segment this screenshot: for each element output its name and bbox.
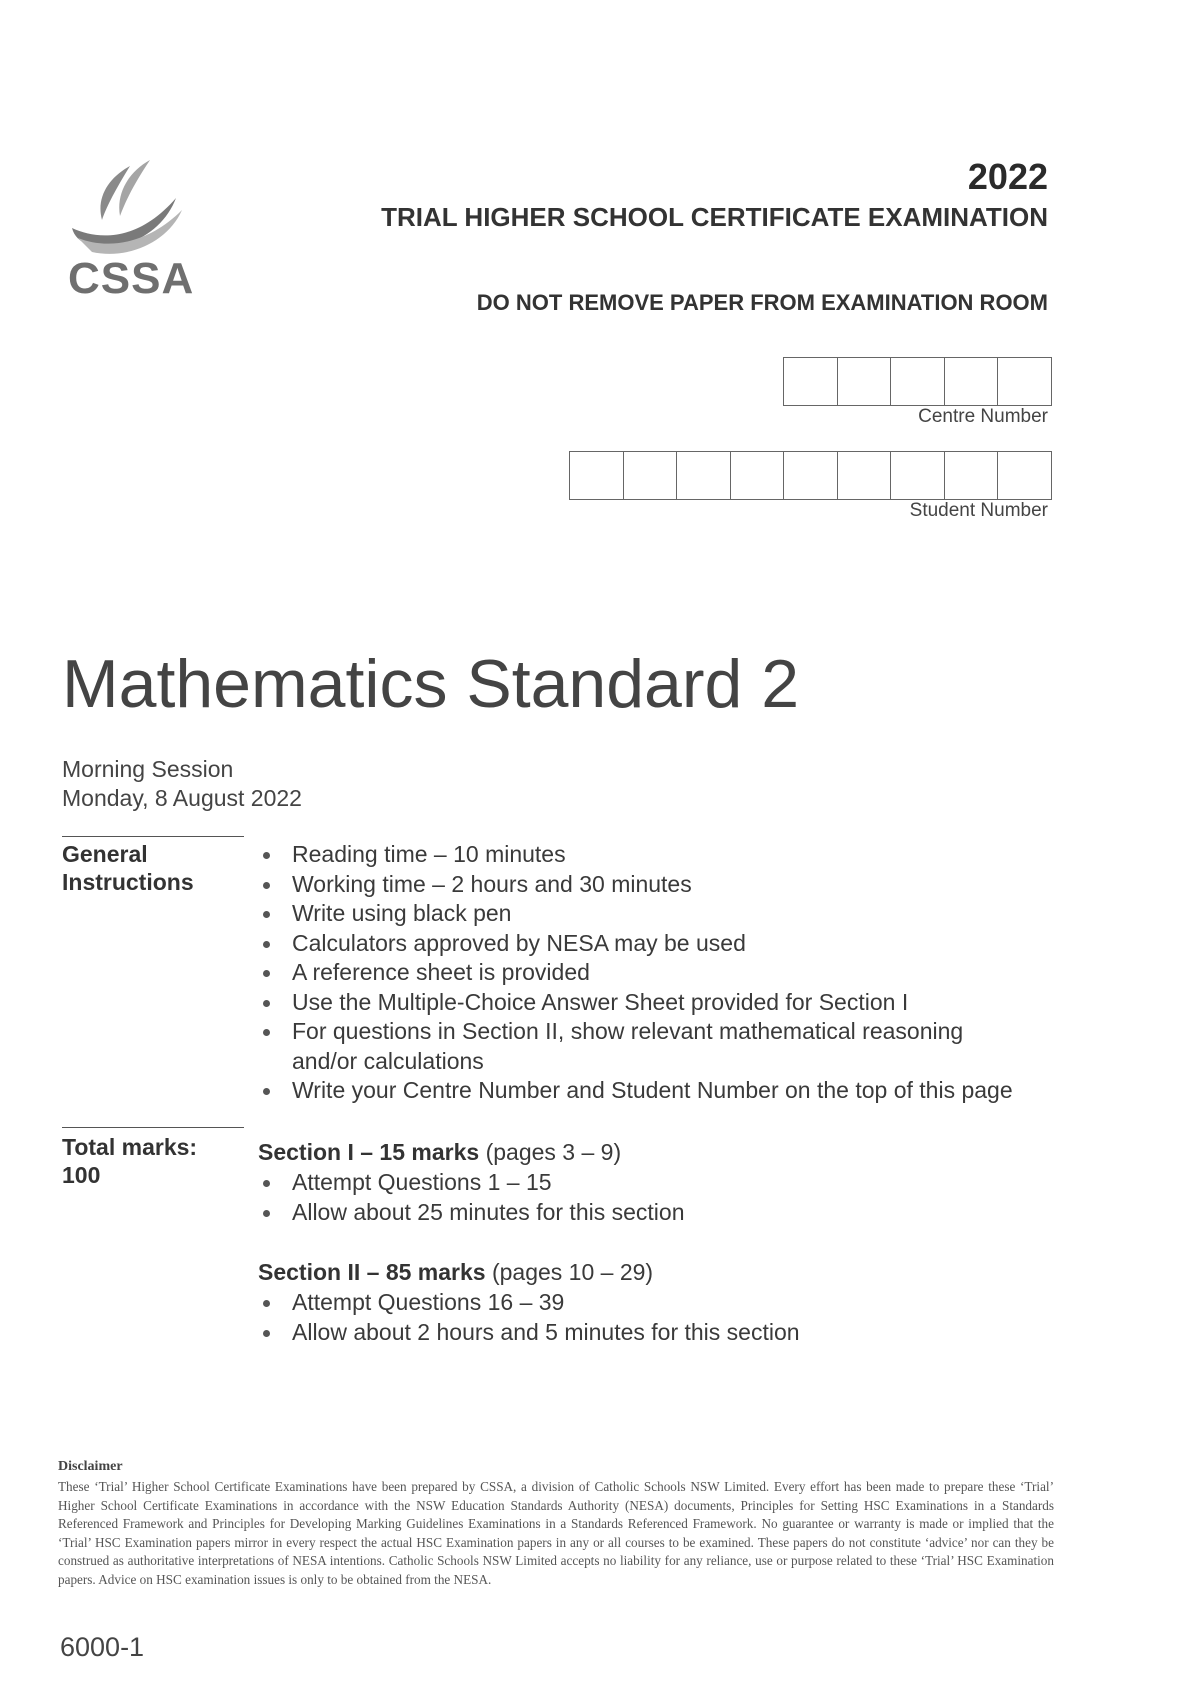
session-date: Monday, 8 August 2022 [62,785,302,811]
paper-code: 6000-1 [60,1632,145,1662]
section1-pages: (pages 3 – 9) [485,1139,622,1165]
logo-text: CSSA [68,254,195,303]
student-number-cell[interactable] [623,451,678,500]
divider [62,836,244,837]
exam-year: 2022 [967,156,1048,197]
centre-number-cell[interactable] [997,357,1052,406]
section1-title: Section I – 15 marks [258,1139,480,1165]
centre-number-cell[interactable] [944,357,999,406]
disclaimer-title: Disclaimer [58,1459,123,1474]
list-item: A reference sheet is provided [258,958,1068,988]
section2-heading [258,1259,653,1286]
exam-title: TRIAL HIGHER SCHOOL CERTIFICATE EXAMINATION [381,202,1048,232]
list-item: Write your Centre Number and Student Number on the top of this page [258,1076,1068,1106]
list-item: Reading time – 10 minutes [258,840,1068,870]
session-name: Morning Session [62,756,234,782]
centre-number-cell[interactable] [837,357,892,406]
student-number-cell[interactable] [837,451,892,500]
student-number-label: Student Number [909,500,1048,521]
general-instructions-label: General Instructions [62,841,194,895]
session-info [62,755,302,813]
list-item: Working time – 2 hours and 30 minutes [258,870,1068,900]
student-number-cell[interactable] [569,451,624,500]
section2-pages: (pages 10 – 29) [491,1259,654,1285]
list-item: Allow about 25 minutes for this section [258,1198,684,1228]
section2-title: Section II – 85 marks [258,1259,486,1285]
student-number-boxes[interactable] [571,451,1053,500]
section1-heading [258,1139,621,1166]
total-marks-label: Total marks: 100 [62,1134,198,1188]
subject-title: Mathematics Standard 2 [62,646,800,722]
student-number-cell[interactable] [676,451,731,500]
centre-number-cell[interactable] [783,357,838,406]
list-item: For questions in Section II, show relevant mathematical reasoning and/or calculations [258,1017,1068,1076]
student-number-cell[interactable] [944,451,999,500]
section2-list [258,1288,800,1347]
section1-list [258,1168,684,1227]
centre-number-label: Centre Number [918,406,1048,427]
student-number-cell[interactable] [890,451,945,500]
student-number-cell[interactable] [730,451,785,500]
disclaimer-text: These ‘Trial’ Higher School Certificate Examinations have been prepared by CSSA, a division of Catholic Schools NSW Limited. Every effort has been made to prepare these ‘Trial’ Higher School Certificate Examinations in accordance with the NSW Education Standards Authority (NESA) documents, Principles for Setting HSC Examinations in a Standards Referenced Framework and Principles for Developing Marking Guidelines Examinations in a Standards Referenced Framework. No guarantee or warranty is made or implied that the ‘Trial’ HSC Examination papers mirror in every respect the actual HSC Examination papers in any or all courses to be examined. These papers do not constitute ‘advice’ nor can they be construed as authoritative interpretations of NESA intentions. Catholic Schools NSW Limited accepts no liability for any reliance, use or purpose related to these ‘Trial’ HSC Examination papers. Advice on HSC examination issues is only to be obtained from the NESA. [58,1479,1054,1587]
list-item: Calculators approved by NESA may be used [258,929,1068,959]
student-number-cell[interactable] [997,451,1052,500]
student-number-cell[interactable] [783,451,838,500]
divider [62,1127,244,1128]
room-warning: DO NOT REMOVE PAPER FROM EXAMINATION ROOM [476,290,1048,315]
list-item: Allow about 2 hours and 5 minutes for this section [258,1318,800,1348]
list-item: Use the Multiple-Choice Answer Sheet provided for Section I [258,988,1068,1018]
centre-number-boxes[interactable] [785,357,1053,406]
general-instructions-list [258,840,1068,1106]
cssa-logo [68,158,208,308]
centre-number-cell[interactable] [890,357,945,406]
list-item: Attempt Questions 16 – 39 [258,1288,800,1318]
cssa-swoosh-icon [68,158,208,258]
list-item: Write using black pen [258,899,1068,929]
list-item: Attempt Questions 1 – 15 [258,1168,684,1198]
